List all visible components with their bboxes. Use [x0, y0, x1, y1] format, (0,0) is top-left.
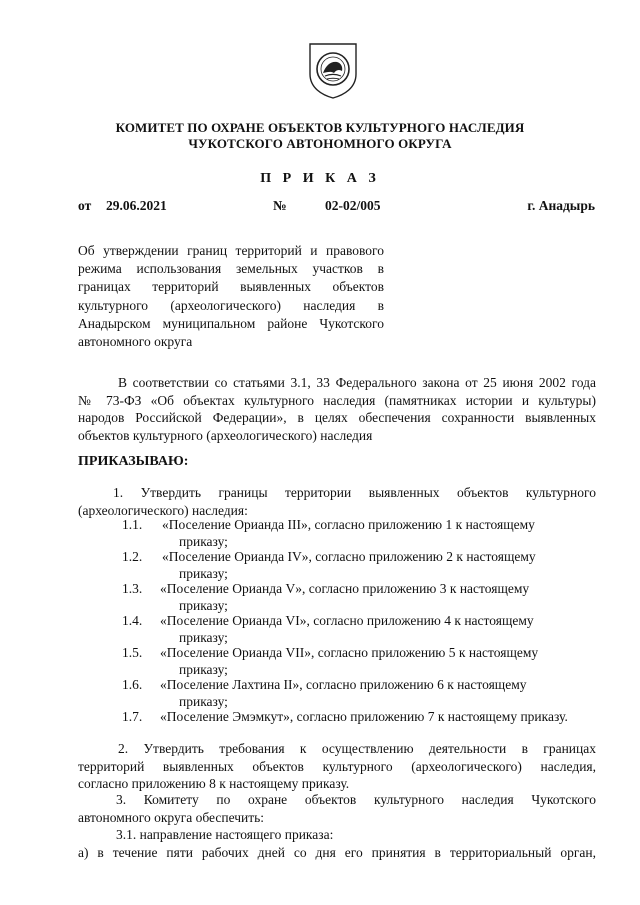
- list-item-text: «Поселение Эмэмкут», согласно приложению 7 к настоящему приказу.: [160, 709, 568, 724]
- order-number: 02-02/005: [325, 198, 381, 213]
- subject-line: Об утверждении границ территорий и правового: [78, 243, 384, 258]
- item-2-line: согласно приложению 8 к настоящему приказу.: [78, 776, 350, 791]
- order-city: г. Анадырь: [527, 198, 595, 213]
- list-item-text: «Поселение Орианда V», согласно приложению 3 к настоящему: [160, 581, 530, 596]
- order-subject: [78, 242, 384, 351]
- item-1-line: 1. Утвердить границы территории выявленных объектов культурного: [113, 485, 596, 500]
- item-2-line: территорий выявленных объектов культурного (археологического) наследия,: [78, 758, 596, 774]
- list-item-text: «Поселение Лахтина II», согласно приложению 6 к настоящему: [160, 677, 527, 692]
- list-item-text-continuation: приказу;: [179, 662, 228, 677]
- list-item-number: 1.1.: [122, 517, 143, 532]
- list-item-number: 1.4.: [122, 613, 143, 628]
- preamble-line: народов Российской Федерации», в целях обеспечения сохранности выявленных: [78, 410, 596, 425]
- item-3-1-a: а) в течение пяти рабочих дней со дня его принятия в территориальный орган,: [78, 845, 596, 860]
- list-item-text-continuation: приказу;: [179, 630, 228, 645]
- preamble-line: объектов культурного (археологического) наследия: [78, 427, 373, 443]
- list-item-text-continuation: приказу;: [179, 534, 228, 549]
- item-2-line: 2. Утвердить требования к осуществлению деятельности в границах: [118, 741, 596, 756]
- list-item-text-continuation: приказу;: [179, 598, 228, 613]
- item-3-paragraph: [78, 791, 596, 826]
- list-item-number: 1.3.: [122, 581, 143, 596]
- list-item-text-continuation: приказу;: [179, 694, 228, 709]
- subject-line: режима использования земельных участков в: [78, 261, 384, 277]
- preamble-line: № 73-ФЗ «Об объектах культурного наследия (памятниках истории и культуры): [78, 392, 596, 408]
- coat-of-arms-emblem: [306, 40, 360, 100]
- item-1-paragraph: [78, 484, 596, 519]
- item-3-line: 3. Комитету по охране объектов культурного наследия Чукотского: [116, 792, 596, 807]
- item-1-line: (археологического) наследия:: [78, 502, 248, 518]
- list-item-text: «Поселение Орианда III», согласно приложению 1 к настоящему: [162, 517, 535, 532]
- order-date-label: от: [78, 198, 92, 213]
- item-2-paragraph: [78, 740, 596, 793]
- list-item-text-continuation: приказу;: [179, 566, 228, 581]
- list-item-number: 1.7.: [122, 709, 143, 724]
- decree-heading: ПРИКАЗЫВАЮ:: [78, 454, 189, 469]
- item-3-1: 3.1. направление настоящего приказа:: [116, 827, 334, 842]
- preamble-paragraph: [78, 374, 596, 444]
- subject-line: культурного (археологического) наследия в: [78, 297, 384, 313]
- list-item-text: «Поселение Орианда VI», согласно приложению 4 к настоящему: [160, 613, 534, 628]
- order-title: П Р И К А З: [260, 171, 380, 186]
- organization-name-line2: ЧУКОТСКОГО АВТОНОМНОГО ОКРУГА: [188, 136, 452, 151]
- order-date: 29.06.2021: [106, 198, 167, 213]
- list-item-number: 1.5.: [122, 645, 143, 660]
- list-item-number: 1.2.: [122, 549, 143, 564]
- preamble-line: В соответствии со статьями 3.1, 33 Федерального закона от 25 июня 2002 года: [118, 375, 596, 390]
- list-item-number: 1.6.: [122, 677, 143, 692]
- order-number-sign: №: [273, 198, 287, 213]
- subject-line: границах территорий выявленных объектов: [78, 279, 384, 295]
- list-item-text: «Поселение Орианда IV», согласно приложению 2 к настоящему: [162, 549, 536, 564]
- subject-line: Анадырском муниципальном районе Чукотского: [78, 315, 384, 331]
- list-item-text: «Поселение Орианда VII», согласно приложению 5 к настоящему: [160, 645, 539, 660]
- organization-name-line1: КОМИТЕТ ПО ОХРАНЕ ОБЪЕКТОВ КУЛЬТУРНОГО НАСЛЕДИЯ: [115, 120, 525, 135]
- subject-line: автономного округа: [78, 334, 193, 350]
- item-3-line: автономного округа обеспечить:: [78, 809, 265, 825]
